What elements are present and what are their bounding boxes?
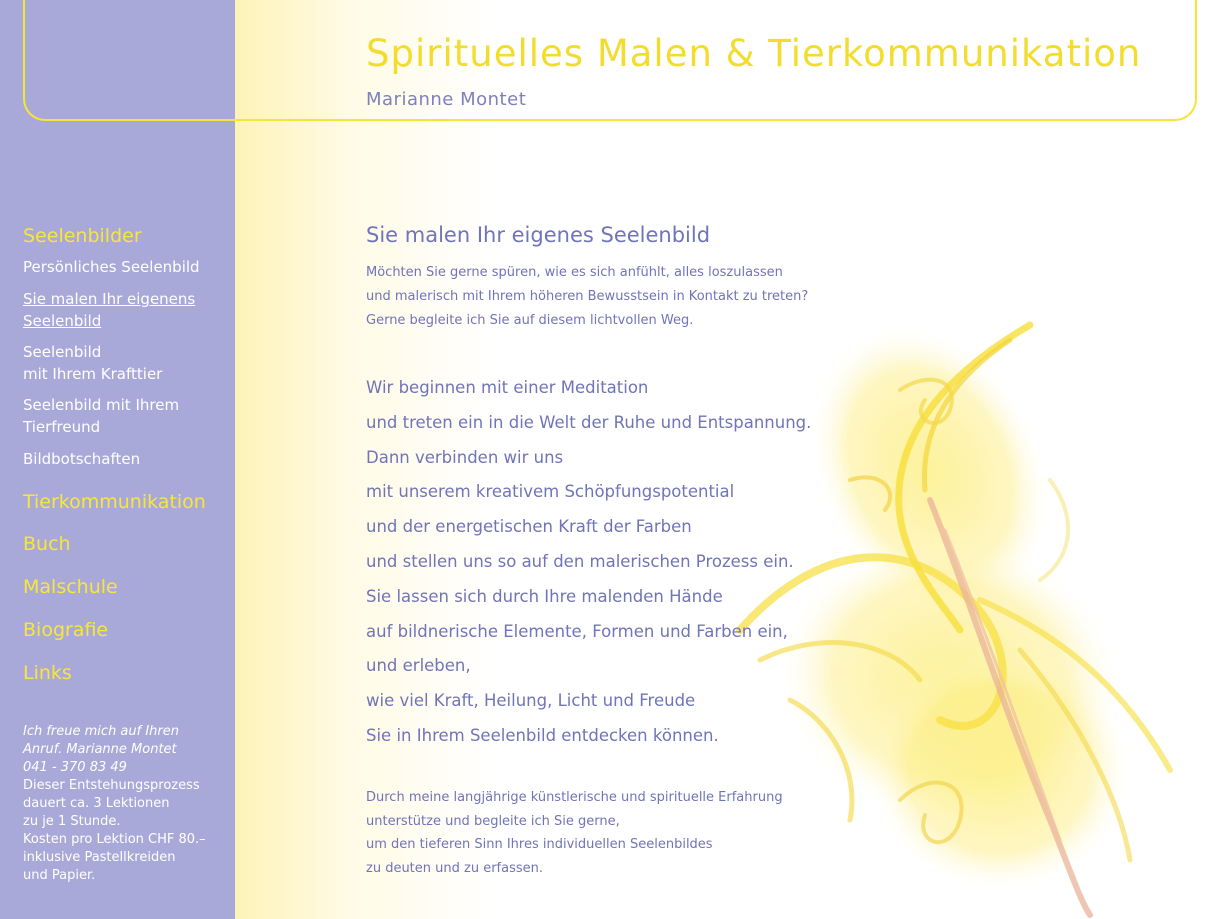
info-line: Dieser Entstehungsprozess bbox=[23, 778, 200, 793]
info-line: Kosten pro Lektion CHF 80.– bbox=[23, 832, 206, 847]
intro-line: Möchten Sie gerne spüren, wie es sich anfühlt, alles loszulassen bbox=[366, 265, 783, 280]
closing-line: um den tieferen Sinn Ihres individuellen Seelenbildes bbox=[366, 837, 713, 852]
sidebar-info bbox=[23, 723, 228, 885]
info-line: inklusive Pastellkreiden bbox=[23, 850, 176, 865]
body-line: Sie in Ihrem Seelenbild entdecken können. bbox=[366, 726, 719, 745]
contact-phone: 041 - 370 83 49 bbox=[23, 760, 127, 775]
info-line: dauert ca. 3 Lektionen bbox=[23, 796, 170, 811]
nav-sub-krafttier[interactable] bbox=[23, 341, 162, 385]
page-heading: Sie malen Ihr eigenes Seelenbild bbox=[366, 223, 711, 247]
contact-line: Anruf. Marianne Montet bbox=[23, 742, 177, 757]
body-line: auf bildnerische Elemente, Formen und Farben ein, bbox=[366, 622, 788, 641]
closing-line: zu deuten und zu erfassen. bbox=[366, 861, 544, 876]
intro-line: und malerisch mit Ihrem höheren Bewusstsein in Kontakt zu treten? bbox=[366, 289, 809, 304]
nav-sub-persoenliches-seelenbild[interactable] bbox=[23, 256, 200, 278]
nav-sub-label: Seelenbild bbox=[23, 343, 102, 361]
nav-tierkommunikation[interactable]: Tierkommunikation bbox=[23, 491, 206, 513]
nav-buch[interactable]: Buch bbox=[23, 533, 71, 555]
nav-biografie[interactable]: Biografie bbox=[23, 619, 109, 641]
contact-line: Ich freue mich auf Ihren bbox=[23, 724, 180, 739]
body-line: wie viel Kraft, Heilung, Licht und Freude bbox=[366, 691, 696, 710]
body-line: und stellen uns so auf den malerischen Prozess ein. bbox=[366, 552, 794, 571]
nav-sub-eigenes-seelenbild[interactable] bbox=[23, 288, 195, 332]
body-line: und der energetischen Kraft der Farben bbox=[366, 517, 692, 536]
butterfly-illustration bbox=[700, 300, 1200, 919]
body-line: und erleben, bbox=[366, 656, 471, 675]
nav-sub-label: Bildbotschaften bbox=[23, 450, 141, 468]
site-subtitle: Marianne Montet bbox=[366, 89, 527, 110]
info-line: und Papier. bbox=[23, 868, 96, 883]
nav-links[interactable]: Links bbox=[23, 662, 72, 684]
nav-sub-label: Sie malen Ihr eigenens bbox=[23, 290, 196, 308]
body-line: mit unserem kreativem Schöpfungspotential bbox=[366, 482, 735, 501]
body-line: und treten ein in die Welt der Ruhe und Entspannung. bbox=[366, 413, 812, 432]
nav-sub-label: Seelenbild bbox=[23, 312, 102, 330]
nav-sub-label: Tierfreund bbox=[23, 418, 101, 436]
nav-malschule[interactable]: Malschule bbox=[23, 576, 118, 598]
body-line: Sie lassen sich durch Ihre malenden Hände bbox=[366, 587, 723, 606]
nav-sub-label: mit Ihrem Krafttier bbox=[23, 365, 163, 383]
nav-sub-label: Persönliches Seelenbild bbox=[23, 258, 200, 276]
nav-sub-label: Seelenbild mit Ihrem bbox=[23, 396, 180, 414]
nav-sub-tierfreund[interactable] bbox=[23, 394, 179, 438]
nav-sub-bildbotschaften[interactable] bbox=[23, 448, 140, 470]
nav-seelenbilder[interactable]: Seelenbilder bbox=[23, 225, 142, 247]
intro-line: Gerne begleite ich Sie auf diesem lichtvollen Weg. bbox=[366, 313, 694, 328]
closing-line: unterstütze und begleite ich Sie gerne, bbox=[366, 814, 620, 829]
closing-line: Durch meine langjährige künstlerische und spirituelle Erfahrung bbox=[366, 790, 783, 805]
site-title: Spirituelles Malen & Tierkommunikation bbox=[366, 32, 1142, 75]
info-line: zu je 1 Stunde. bbox=[23, 814, 121, 829]
body-line: Dann verbinden wir uns bbox=[366, 448, 564, 467]
body-line: Wir beginnen mit einer Meditation bbox=[366, 378, 649, 397]
